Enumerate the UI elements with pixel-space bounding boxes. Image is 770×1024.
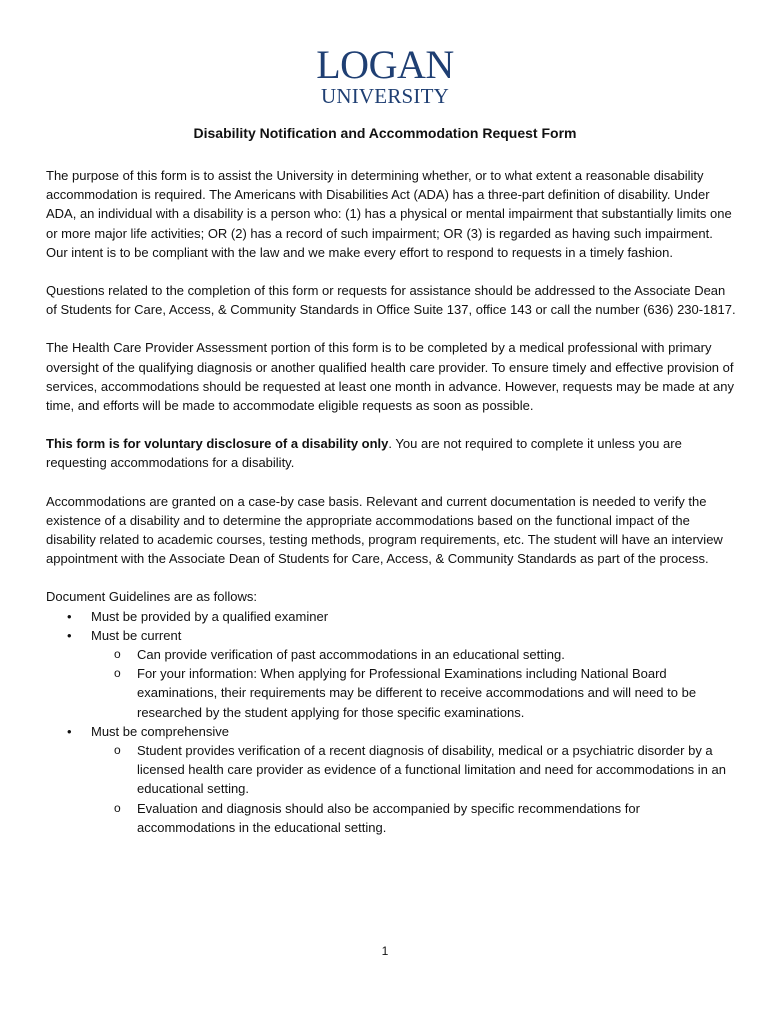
guideline-item xyxy=(91,626,736,722)
guidelines-intro: Document Guidelines are as follows: xyxy=(46,589,257,605)
guideline-item xyxy=(91,607,736,626)
logo-wordmark-university: UNIVERSITY xyxy=(321,84,449,108)
health-care-paragraph: The Health Care Provider Assessment portion of this form is to be completed by a medical professional with primary oversight of the qualifying diagnosis or another qualified health care provider. To ensure timely and effective provision of services, accommodations should be requested at least one month in advance. However, requests may be made at any time, and efforts will be made to accommodate eligible requests as soon as possible. xyxy=(46,340,734,414)
logo-wordmark-logan: LOGAN xyxy=(316,42,454,87)
guideline-text: Must be current xyxy=(91,627,182,643)
guideline-subitem: o Can provide verification of past accommodations in an educational setting. xyxy=(137,645,736,664)
accommodations-paragraph: Accommodations are granted on a case-by case basis. Relevant and current documentation is needed to verify the existence of a disability and to determine the appropriate accommodations based on the functional impact of the disability related to academic courses, testing methods, program requirements, etc. The student will have an interview appointment with the Associate Dean of Students for Care, Access, & Community Standards as part of the process. xyxy=(46,493,723,567)
document-body xyxy=(46,166,736,837)
document-title: Disability Notification and Accommodation Request Form xyxy=(193,125,577,141)
voluntary-disclosure-rest: . You are not required to complete it unless you are requesting accommodations for a disability. xyxy=(46,436,682,471)
voluntary-disclosure-paragraph xyxy=(46,434,736,472)
questions-paragraph: Questions related to the completion of this form or requests for assistance should be addressed to the Associate Dean of Students for Care, Access, & Community Standards in Office Suite 137, office 143 or call the number (636) 230-1817. xyxy=(46,283,736,318)
guideline-text: Must be comprehensive xyxy=(91,723,230,739)
guideline-subitem: o Evaluation and diagnosis should also be accompanied by specific recommendations for accommodations in the educational setting. xyxy=(137,799,736,837)
guideline-subitem: o For your information: When applying for Professional Examinations including National Board examinations, their requirements may be different to receive accommodations and will need to be researched by the student applying for those specific examinations. xyxy=(137,664,736,722)
guideline-sublist xyxy=(91,645,736,722)
logan-university-logo xyxy=(0,44,770,106)
page-number: 1 xyxy=(381,944,389,958)
guideline-sublist xyxy=(91,741,736,837)
purpose-paragraph: The purpose of this form is to assist the University in determining whether, or to what extent a reasonable disability accommodation is required. The Americans with Disabilities Act (ADA) has a three-part definition of disability. Under ADA, an individual with a disability is a person who: (1) has a physical or mental impairment that substantially limits one or more major life activities; OR (2) has a record of such impairment; OR (3) is regarded as having such impairment. Our intent is to be compliant with the law and we make every effort to respond to requests in a timely fashion. xyxy=(46,168,732,260)
voluntary-disclosure-bold: This form is for voluntary disclosure of a disability only xyxy=(46,436,389,452)
guideline-item xyxy=(91,722,736,837)
guideline-subitem: o Student provides verification of a recent diagnosis of disability, medical or a psychiatric disorder by a licensed health care provider as evidence of a functional limitation and need for accommodations in an educational setting. xyxy=(137,741,736,799)
guideline-text: Must be provided by a qualified examiner xyxy=(91,608,329,624)
guidelines-list xyxy=(46,607,736,837)
